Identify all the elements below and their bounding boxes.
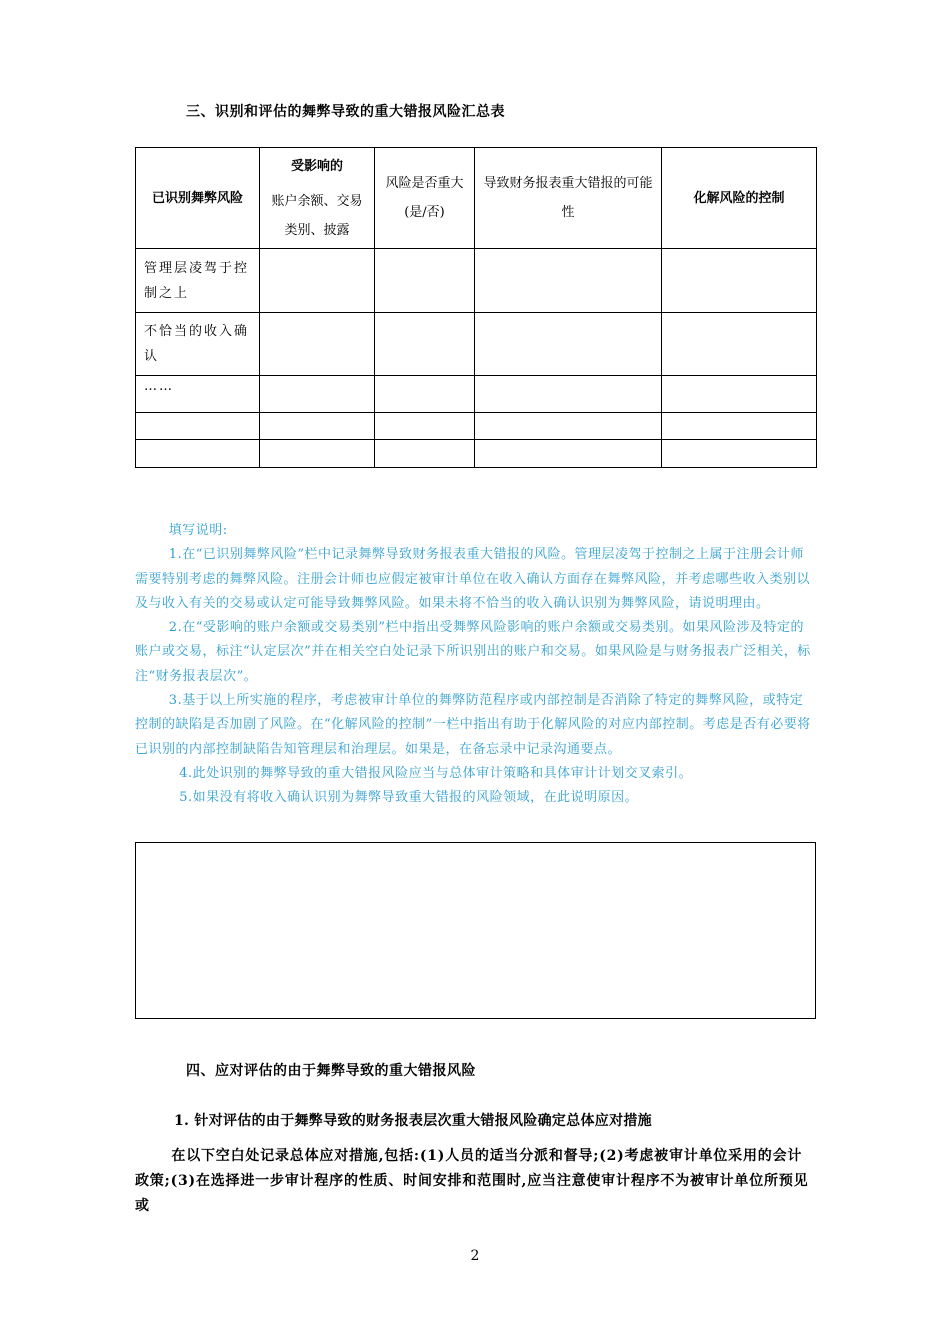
risk-cell [136,440,260,468]
header-affected-line1: 受影响的 [290,158,343,174]
instruction-item: 3.基于以上所实施的程序，考虑被审计单位的舞弊防范程序或内部控制是否消除了特定的舞弊风险，或特定控制的缺陷是否加剧了风险。在“化解风险的控制”一栏中指出有助于化解风险的对应内部控制。考虑是否有必要将已识别的内部控制缺陷告知管理层和治理层。如果是，在备忘录中记录沟通要点。 [135,693,811,757]
header-identified-risk: 已识别舞弊风险 [136,148,260,249]
risk-cell: …… [136,376,260,413]
paragraph-text: 在以下空白处记录总体应对措施,包括:(1)人员的适当分派和督导;(2)考虑被审计单位采用的会计政策;(3)在选择进一步审计程序的性质、时间安排和范围时,应当注意使审计程序不为被审计单位所预见或 [135,1148,809,1214]
table-cell[interactable] [375,440,475,468]
table-cell[interactable] [662,376,817,413]
header-affected-line2: 账户余额、交易类别、披露 [271,193,363,238]
instruction-item: 2.在“受影响的账户余额或交易类别”栏中指出受舞弊风险影响的账户余额或交易类别。如果风险涉及特定的账户或交易，标注“认定层次”并在相关空白处记录下所识别出的账户和交易。如果风险是与财务报表广泛相关，标注“财务报表层次”。 [135,620,811,684]
table-cell[interactable] [375,376,475,413]
table-cell[interactable] [260,413,375,440]
filling-instructions [135,519,816,811]
table-cell[interactable] [260,249,375,313]
table-row [136,440,817,468]
header-significant: 风险是否重大(是/否) [375,148,475,249]
table-cell[interactable] [662,440,817,468]
table-header-row [136,148,817,249]
table-cell[interactable] [662,313,817,376]
table-cell[interactable] [662,249,817,313]
header-likelihood: 导致财务报表重大错报的可能性 [475,148,662,249]
table-cell[interactable] [375,313,475,376]
table-cell[interactable] [475,440,662,468]
risk-cell: 管理层凌驾于控制之上 [136,249,260,313]
risk-cell [136,413,260,440]
table-row [136,413,817,440]
table-cell[interactable] [475,249,662,313]
page-number: 2 [470,1248,480,1264]
header-mitigating-controls: 化解风险的控制 [662,148,817,249]
table-cell[interactable] [475,313,662,376]
instruction-item: 4.此处识别的舞弊导致的重大错报风险应当与总体审计策略和具体审计计划交叉索引。 [179,765,693,781]
section4-paragraph [135,1144,816,1219]
table-cell[interactable] [475,376,662,413]
table-cell[interactable] [260,376,375,413]
table-row [136,249,817,313]
table-cell[interactable] [260,313,375,376]
table-cell[interactable] [375,249,475,313]
risk-cell: 不恰当的收入确认 [136,313,260,376]
fraud-risk-table [135,147,817,468]
section4-subheading: 1. 针对评估的由于舞弊导致的财务报表层次重大错报风险确定总体应对措施 [174,1113,652,1129]
table-cell[interactable] [475,413,662,440]
reason-input-box[interactable] [135,842,816,1019]
table-row [136,313,817,376]
table-row [136,376,817,413]
table-cell[interactable] [260,440,375,468]
header-affected-accounts [260,148,375,249]
section4-title: 四、应对评估的由于舞弊导致的重大错报风险 [186,1063,476,1079]
instructions-heading: 填写说明: [168,523,228,538]
table-cell[interactable] [662,413,817,440]
section-title: 三、识别和评估的舞弊导致的重大错报风险汇总表 [186,104,505,120]
instruction-item: 5.如果没有将收入确认识别为舞弊导致重大错报的风险领域，在此说明原因。 [179,790,639,806]
table-cell[interactable] [375,413,475,440]
instruction-item: 1.在“已识别舞弊风险”栏中记录舞弊导致财务报表重大错报的风险。管理层凌驾于控制之上属于注册会计师需要特别考虑的舞弊风险。注册会计师也应假定被审计单位在收入确认方面存在舞弊风险，并考虑哪些收入类别以及与收入有关的交易或认定可能导致舞弊风险。如果未将不恰当的收入确认识别为舞弊风险，请说明理由。 [135,547,811,611]
